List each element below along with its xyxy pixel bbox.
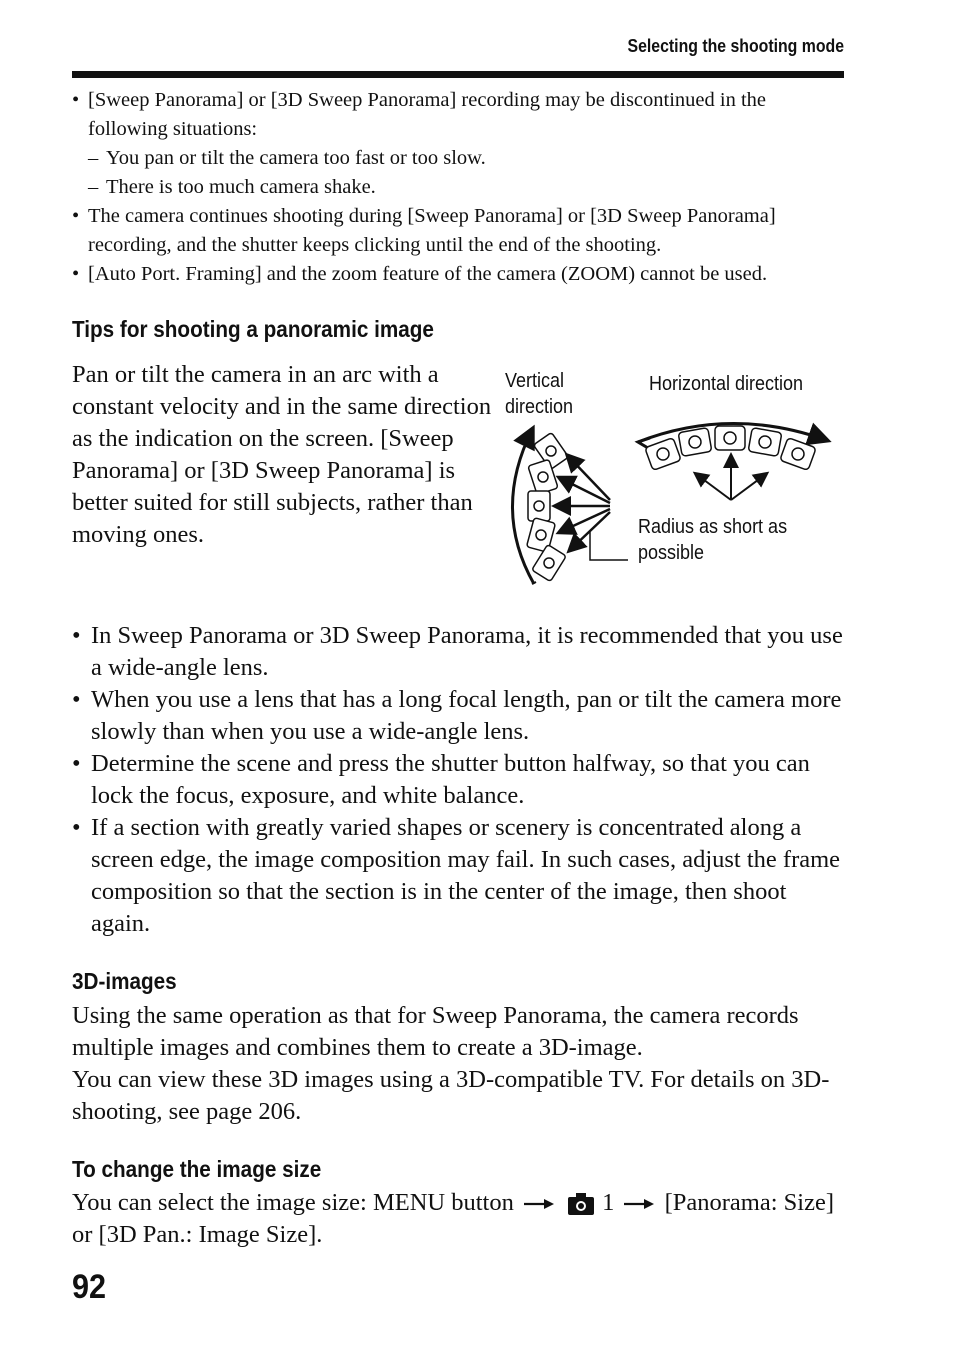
right-arrow-icon xyxy=(524,1198,554,1210)
dash-marker: – xyxy=(88,147,99,169)
tips-list xyxy=(72,620,844,940)
camera-icon xyxy=(568,1193,594,1215)
bullet-marker: • xyxy=(72,622,81,649)
note-item: • [Auto Port. Framing] and the zoom feature of the camera (ZOOM) cannot be used. xyxy=(72,260,844,289)
bullet-marker: • xyxy=(72,750,81,777)
header-rule xyxy=(72,71,844,78)
tip-item: • If a section with greatly varied shapes or scenery is concentrated along a screen edge, the image composition may fail. In such cases, adjust the frame composition so that the section is in the center of the image, then shoot again. xyxy=(72,814,841,937)
radius-label: Radius as short as possible xyxy=(638,516,788,564)
bullet-marker: • xyxy=(72,89,80,111)
dash-marker: – xyxy=(88,176,99,198)
tip-item: • In Sweep Panorama or 3D Sweep Panorama, it is recommended that you use a wide-angle lens. xyxy=(72,622,843,681)
panorama-illustration xyxy=(498,360,844,600)
note-subitem: – You pan or tilt the camera too fast or too slow. xyxy=(72,144,844,173)
three-d-paragraph: You can view these 3D images using a 3D-compatible TV. For details on 3D-shooting, see page 206. xyxy=(72,1066,830,1125)
vertical-direction-label: Vertical direction xyxy=(505,370,574,418)
section-title: Selecting the shooting mode xyxy=(627,36,844,56)
radius-arrows xyxy=(556,456,610,550)
note-item: • [Sweep Panorama] or [3D Sweep Panorama] recording may be discontinued in the following situations: xyxy=(72,86,844,144)
note-subitem: – There is too much camera shake. xyxy=(72,173,844,202)
panorama-diagram xyxy=(498,360,844,600)
radius-leader-line xyxy=(590,532,628,560)
three-d-heading: 3D-images xyxy=(72,968,177,994)
right-arrow-icon xyxy=(624,1198,654,1210)
tips-heading: Tips for shooting a panoramic image xyxy=(72,316,434,342)
tip-item: • Determine the scene and press the shutter button halfway, so that you can lock the focus, exposure, and white balance. xyxy=(72,750,810,809)
three-d-paragraph: Using the same operation as that for Sweep Panorama, the camera records multiple images and combines them to create a 3D-image. xyxy=(72,1002,799,1061)
horizontal-radius-arrows xyxy=(696,456,766,500)
bullet-marker: • xyxy=(72,686,81,713)
bullet-marker: • xyxy=(72,205,80,227)
page-number: 92 xyxy=(72,1268,107,1306)
note-item: • The camera continues shooting during [Sweep Panorama] or [3D Sweep Panorama] recording, and the shutter keeps clicking until the end of the shooting. xyxy=(72,202,844,260)
horizontal-direction-label: Horizontal direction xyxy=(649,373,804,395)
tip-item: • When you use a lens that has a long focal length, pan or tilt the camera more slowly than when you use a wide-angle lens. xyxy=(72,686,842,745)
bullet-marker: • xyxy=(72,263,80,285)
notes-list xyxy=(72,86,844,289)
image-size-instructions: You can select the image size: MENU button 1 [Panorama: Size] or [3D Pan.: Image Size]. xyxy=(72,1189,834,1248)
bullet-marker: • xyxy=(72,814,81,841)
tips-intro: Pan or tilt the camera in an arc with a constant velocity and in the same direction as the indication on the screen. [Sweep Panorama] or [3D Sweep Panorama] is better suited for still subjects, rather than moving ones. xyxy=(72,361,492,548)
image-size-heading: To change the image size xyxy=(72,1156,322,1182)
